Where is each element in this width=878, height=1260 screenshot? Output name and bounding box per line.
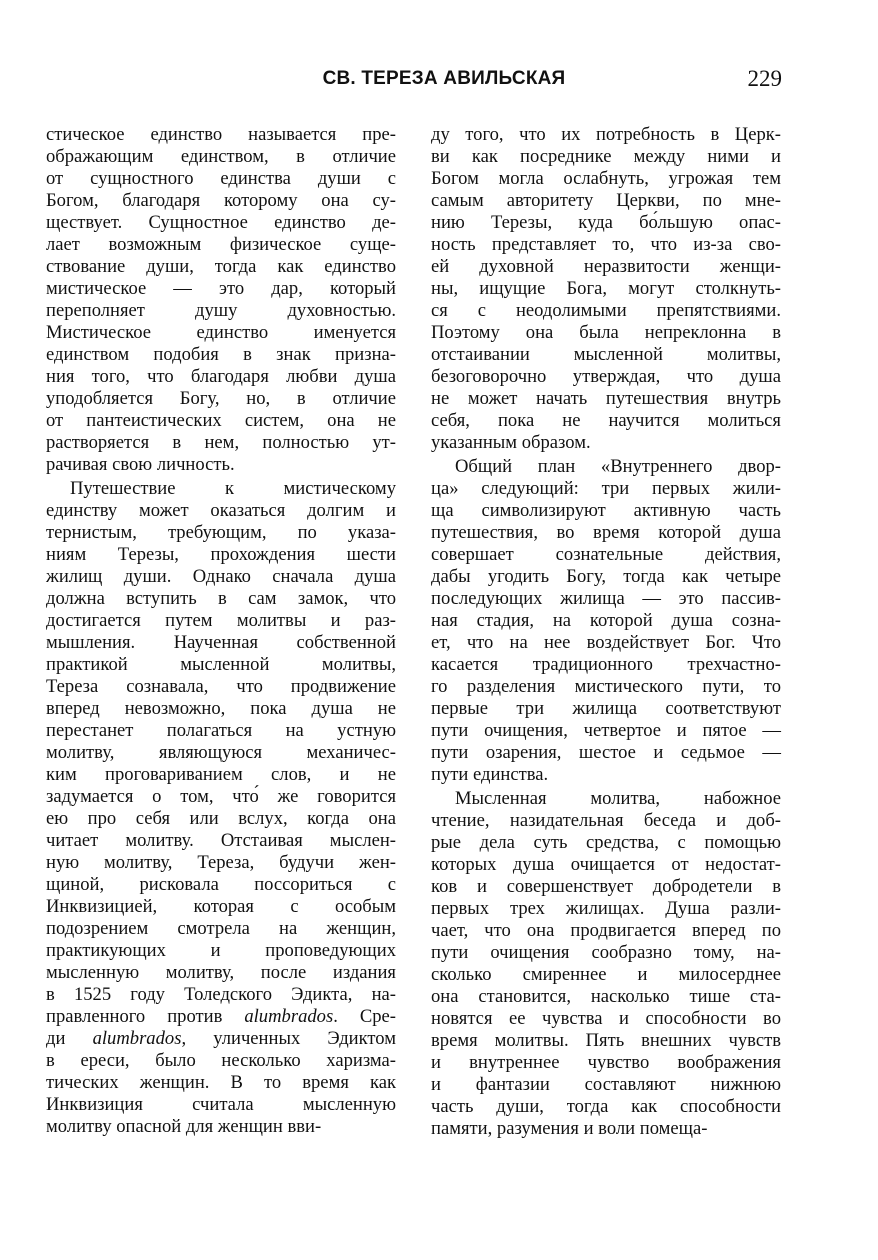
text-line: и внутреннее чувство воображения: [431, 1052, 781, 1073]
text-line: ность представляет то, что из-за сво-: [431, 234, 781, 255]
text-line: Тереза сознавала, что продвижение: [46, 676, 396, 697]
text-line: практикой мысленной молитвы,: [46, 654, 396, 675]
text-line: уподобляется Богу, но, в отличие: [46, 388, 396, 409]
text-line: ца» следующий: три первых жили-: [431, 478, 781, 499]
text-line: Общий план «Внутреннего двор-: [455, 456, 781, 477]
text-line: ков и совершенствует добродетели в: [431, 876, 781, 897]
text-line: ниям Терезы, прохождения шести: [46, 544, 396, 565]
text-line: памяти, разумения и воли помеща-: [431, 1118, 708, 1139]
page-number: 229: [747, 66, 782, 91]
text-line: Путешествие к мистическому: [70, 478, 396, 499]
text-line: не может начать путешествия внутрь: [431, 388, 781, 409]
text-line: читает молитву. Отстаивая мыслен-: [46, 830, 396, 851]
text-line: первых трех жилищах. Душа разли-: [431, 898, 781, 919]
text-line: задумается о том, что́ же говорится: [46, 786, 396, 807]
text-line: безоговорочно утверждая, что душа: [431, 366, 781, 387]
text-line: рые дела суть средства, с помощью: [431, 832, 781, 853]
running-head: СВ. ТЕРЕЗА АВИЛЬСКАЯ: [322, 68, 566, 89]
text-line: лает возможным физическое суще-: [46, 234, 396, 255]
text-line: жилищ души. Однако сначала душа: [46, 566, 396, 587]
text-line: указанным образом.: [431, 432, 591, 453]
text-line: она становится, насколько тише ста-: [431, 986, 781, 1007]
text-line: вперед невозможно, пока душа не: [46, 698, 396, 719]
text-line: первые три жилища соответствуют: [431, 698, 781, 719]
text-line: мышления. Наученная собственной: [46, 632, 396, 653]
text-line: в 1525 году Толедского Эдикта, на-: [46, 984, 396, 1005]
text-line: должна вступить в сам замок, что: [46, 588, 396, 609]
text-line: которых душа очищается от недостат-: [431, 854, 781, 875]
text-line: переполняет душу духовностью.: [46, 300, 396, 321]
text-line: перестанет полагаться на устную: [46, 720, 396, 741]
text-line: ею про себя или вслух, когда она: [46, 808, 396, 829]
text-line: подозрением смотрела на женщин,: [46, 918, 396, 939]
page-header: [46, 66, 782, 96]
text-line: единством подобия в знак призна-: [46, 344, 396, 365]
text-line: себя, пока не научится молиться: [431, 410, 781, 431]
text-line: рачивая свою личность.: [46, 454, 235, 475]
text-line: совершает сознательные действия,: [431, 544, 781, 565]
text-line: ду того, что их потребность в Церк-: [431, 124, 781, 145]
text-line: пути единства.: [431, 764, 549, 785]
text-line: ществует. Сущностное единство де-: [46, 212, 396, 233]
text-line: Инквизицией, которая с особым: [46, 896, 396, 917]
text-line: ди alumbrados, уличенных Эдиктом: [46, 1028, 396, 1049]
text-line: от пантеистических систем, она не: [46, 410, 396, 431]
left-column-paragraph: [46, 478, 396, 1138]
text-line: ображающим единством, в отличие: [46, 146, 396, 167]
left-column: [46, 124, 396, 1138]
left-column-paragraph: [46, 124, 396, 476]
text-line: растворяется в нем, полностью ут-: [46, 432, 396, 453]
text-line: Богом, благодаря которому она су-: [46, 190, 396, 211]
text-line: часть души, тогда как способности: [431, 1096, 781, 1117]
text-line: отстаивании мысленной молитвы,: [431, 344, 781, 365]
text-line: пути очищения сообразно тому, на-: [431, 942, 781, 963]
right-column-paragraph: [431, 788, 781, 1140]
text-line: ствование души, тогда как единство: [46, 256, 396, 277]
text-line: ную молитву, Тереза, будучи жен-: [46, 852, 396, 873]
text-line: мистическое — это дар, который: [46, 278, 396, 299]
text-line: тических женщин. В то время как: [46, 1072, 396, 1093]
text-line: новятся ее чувства и способности во: [431, 1008, 781, 1029]
text-line: ния того, что благодаря любви душа: [46, 366, 396, 387]
text-line: единству может оказаться долгим и: [46, 500, 396, 521]
text-line: дабы угодить Богу, тогда как четыре: [431, 566, 781, 587]
text-line: последующих жилища — это пассив-: [431, 588, 781, 609]
text-line: молитву, являющуюся механичес-: [46, 742, 396, 763]
right-column-paragraph: [431, 456, 781, 786]
text-line: чает, что она продвигается вперед по: [431, 920, 781, 941]
text-line: щиной, рисковала поссориться с: [46, 874, 396, 895]
text-line: достигается путем молитвы и раз-: [46, 610, 396, 631]
text-line: ся с неодолимыми препятствиями.: [431, 300, 781, 321]
text-line: стическое единство называется пре-: [46, 124, 396, 145]
text-line: тернистым, требующим, по указа-: [46, 522, 396, 543]
text-line: молитву опасной для женщин вви-: [46, 1116, 322, 1137]
text-line: пути озарения, шестое и седьмое —: [431, 742, 781, 763]
text-line: путешествия, во время которой душа: [431, 522, 781, 543]
text-line: мысленную молитву, после издания: [46, 962, 396, 983]
text-line: Мысленная молитва, набожное: [455, 788, 781, 809]
text-line: ны, ищущие Бога, могут столкнуть-: [431, 278, 781, 299]
text-line: ким проговариванием слов, и не: [46, 764, 396, 785]
text-line: ная стадия, на которой душа созна-: [431, 610, 781, 631]
text-line: самым авторитету Церкви, по мне-: [431, 190, 781, 211]
text-line: Поэтому она была непреклонна в: [431, 322, 781, 343]
text-line: ей духовной неразвитости женщи-: [431, 256, 781, 277]
text-line: пути очищения, четвертое и пятое —: [431, 720, 781, 741]
text-line: время молитвы. Пять внешних чувств: [431, 1030, 781, 1051]
text-line: Богом могла ослабнуть, угрожая тем: [431, 168, 781, 189]
text-line: го разделения мистического пути, то: [431, 676, 781, 697]
text-line: в ереси, было несколько харизма-: [46, 1050, 396, 1071]
text-line: и фантазии составляют нижнюю: [431, 1074, 781, 1095]
text-line: ет, что на нее воздействует Бог. Что: [431, 632, 781, 653]
text-line: Мистическое единство именуется: [46, 322, 396, 343]
right-column: [431, 124, 781, 1140]
text-line: касается традиционного трехчастно-: [431, 654, 781, 675]
text-line: практикующих и проповедующих: [46, 940, 396, 961]
text-line: ви как посреднике между ними и: [431, 146, 781, 167]
text-line: правленного против alumbrados. Сре-: [46, 1006, 396, 1027]
text-line: чтение, назидательная беседа и доб-: [431, 810, 781, 831]
text-line: нию Терезы, куда бо́льшую опас-: [431, 212, 781, 233]
text-line: от сущностного единства души с: [46, 168, 396, 189]
text-line: ща символизируют активную часть: [431, 500, 781, 521]
text-line: Инквизиция считала мысленную: [46, 1094, 396, 1115]
right-column-paragraph: [431, 124, 781, 454]
text-line: сколько смиреннее и милосерднее: [431, 964, 781, 985]
